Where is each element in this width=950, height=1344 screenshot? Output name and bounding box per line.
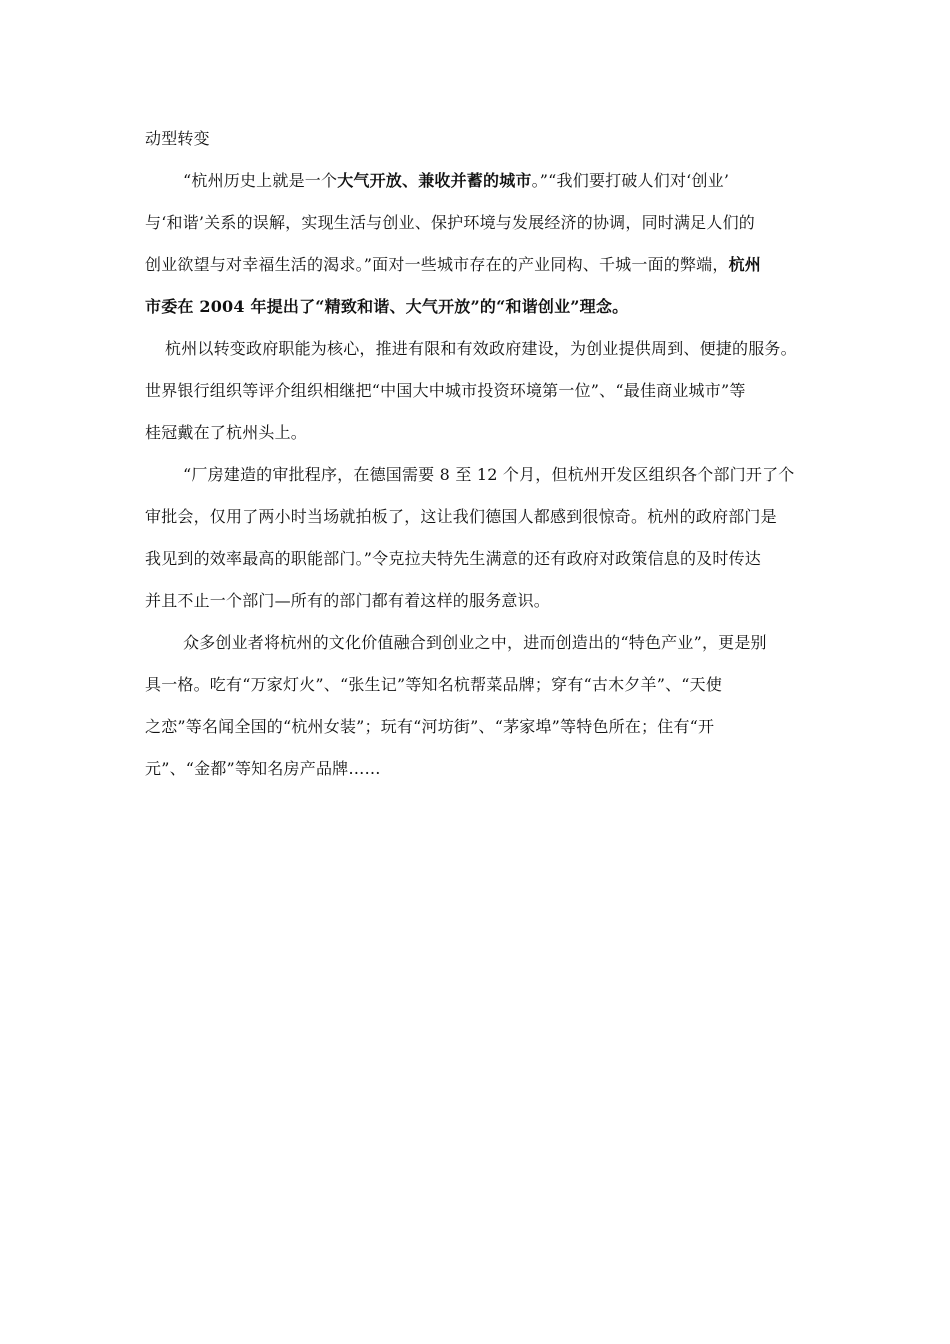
bold-text-run: 大气开放、兼收并蓄的城市 — [337, 171, 532, 190]
paragraph-line: 并且不止一个部门—所有的部门都有着这样的服务意识。 — [145, 591, 551, 610]
paragraph-2 — [145, 328, 813, 454]
heading-fragment: 动型转变 — [145, 129, 210, 148]
document-body — [145, 118, 813, 790]
text-run: “杭州历史上就是一个 — [183, 171, 338, 190]
paragraph-line: 我见到的效率最高的职能部门。”令克拉夫特先生满意的还有政府对政策信息的及时传达 — [145, 549, 761, 568]
paragraph-line — [145, 286, 813, 328]
paragraph-4 — [145, 622, 813, 790]
paragraph-line: 世界银行组织等评介组织相继把“中国大中城市投资环境第一位”、“最佳商业城市”等 — [145, 381, 746, 400]
paragraph-line: 审批会，仅用了两小时当场就拍板了，这让我们德国人都感到很惊奇。杭州的政府部门是 — [145, 507, 777, 526]
paragraph-line: 元”、“金都”等知名房产品牌…… — [145, 759, 381, 778]
paragraph-line — [145, 160, 813, 202]
paragraph-line: 与‘和谐’关系的误解，实现生活与创业、保护环境与发展经济的协调，同时满足人们的 — [145, 213, 755, 232]
paragraph-1 — [145, 160, 813, 328]
paragraph-line: 具一格。吃有“万家灯火”、“张生记”等知名杭帮菜品牌；穿有“古木夕羊”、“天使 — [145, 675, 723, 694]
paragraph-line: 众多创业者将杭州的文化价值融合到创业之中，进而创造出的“特色产业”，更是别 — [183, 633, 767, 652]
text-run: 创业欲望与对幸福生活的渴求。”面对一些城市存在的产业同构、千城一面的弊端， — [145, 255, 729, 274]
paragraph-3 — [145, 454, 813, 622]
bold-text-run: 市委在 2004 年提出了“精致和谐、大气开放”的“和谐创业”理念。 — [145, 297, 629, 316]
bold-text-run: 杭州 — [728, 255, 761, 274]
paragraph-line: “厂房建造的审批程序，在德国需要 8 至 12 个月，但杭州开发区组织各个部门开了个 — [183, 465, 795, 484]
paragraph-line: 之恋”等名闻全国的“杭州女装”；玩有“河坊街”、“茅家埠”等特色所在；住有“开 — [145, 717, 715, 736]
paragraph-line: 杭州以转变政府职能为核心，推进有限和有效政府建设，为创业提供周到、便捷的服务。 — [165, 339, 797, 358]
paragraph-line — [145, 244, 813, 286]
text-run: 。”“我们要打破人们对‘创业’ — [531, 171, 730, 190]
paragraph-line: 桂冠戴在了杭州头上。 — [145, 423, 308, 442]
